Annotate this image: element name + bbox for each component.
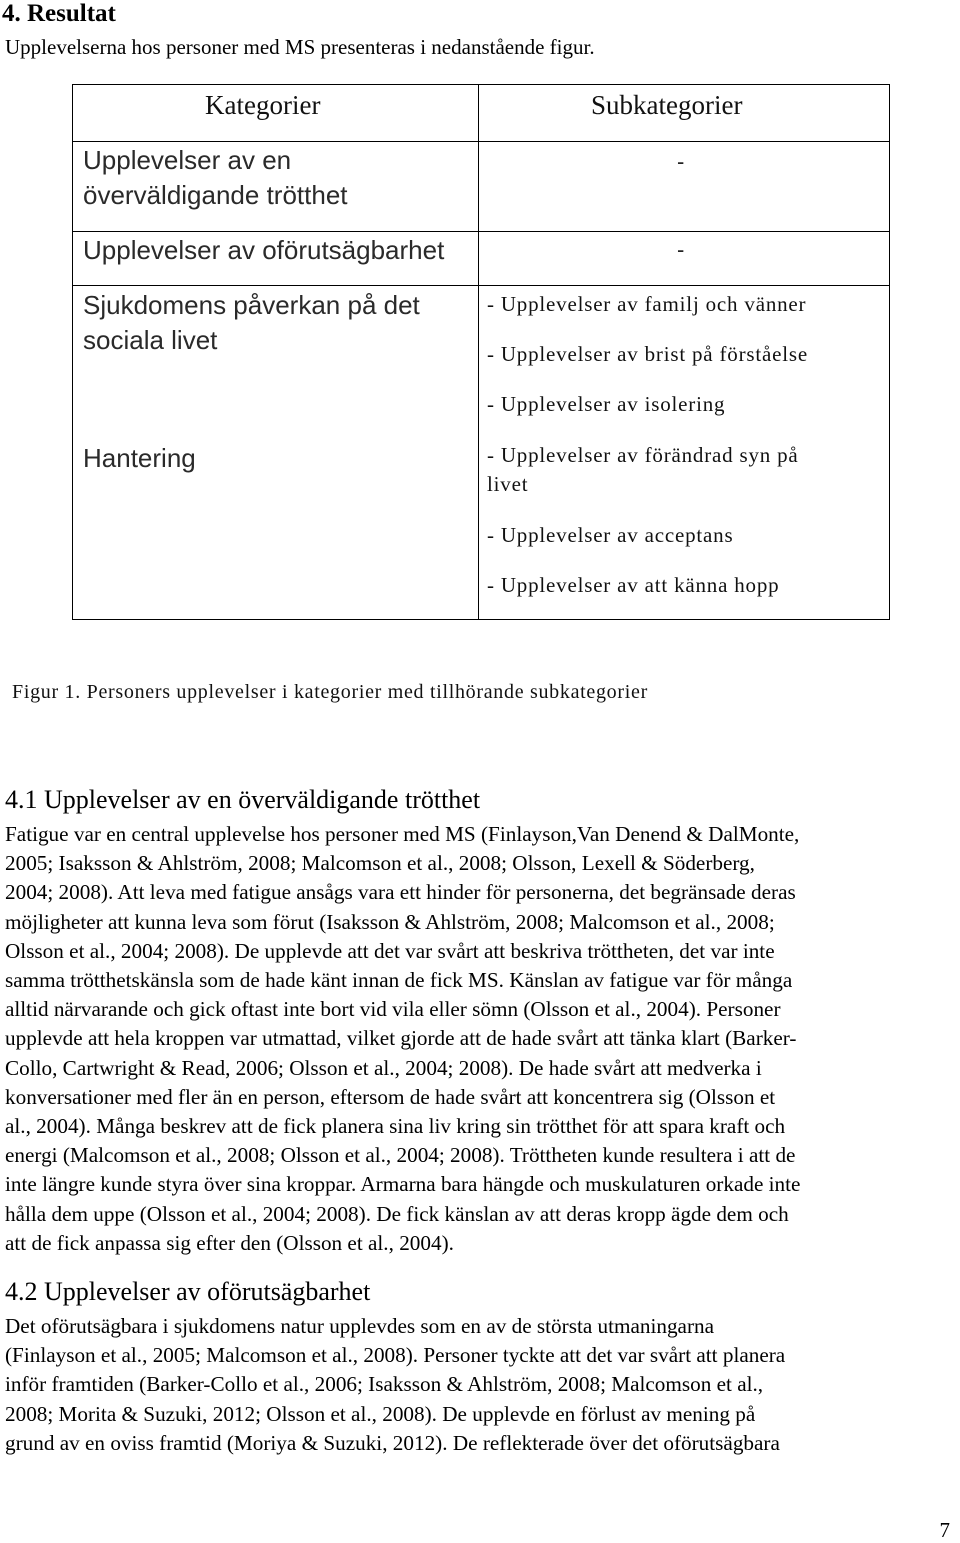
subsection-title: 4.1 Upplevelser av en överväldigande trötthet xyxy=(5,785,481,814)
subcategory-item: - Upplevelser av acceptans xyxy=(487,523,734,547)
subsection-title: 4.2 Upplevelser av oförutsägbarhet xyxy=(5,1277,371,1306)
row-divider xyxy=(73,285,478,286)
section-heading: 4. Resultat xyxy=(2,0,116,27)
category-unpredictability: Upplevelser av oförutsägbarhet xyxy=(83,235,445,265)
category-figure xyxy=(72,84,890,620)
row-divider xyxy=(73,231,889,232)
category-fatigue: Upplevelser av en överväldigande trötthet xyxy=(83,145,348,210)
header-subcategories: Subkategorier xyxy=(591,90,743,120)
row-divider xyxy=(73,141,889,142)
subcategory-item: - Upplevelser av att känna hopp xyxy=(487,573,780,597)
subcategory-item: - Upplevelser av familj och vänner xyxy=(487,292,807,316)
paragraph: Fatigue var en central upplevelse hos personer med MS (Finlayson,Van Denend & DalMonte, 2005; Isaksson & Ahlström, 2008; Malcomson et al., 2008; Olsson, Lexell & Söderberg, 2004; 2008). Att leva med fatigue ansågs vara ett hinder för personerna, det begränsade deras möjligheter att kunna leva som förut (Isaksson & Ahlström, 2008; Malcomson et al., 2008; Olsson et al., 2004; 2008). De upplevde att det var svårt att beskriva tröttheten, det var inte samma trötthetskänsla som de hade känt innan de fick MS. Känslan av fatigue var för många alltid närvarande och gick oftast inte bort vid vila eller sömn (Olsson et al., 2004). Personer upplevde att hela kroppen var utmattad, vilket gjorde att de hade svårt att tänka klart (Barker- Collo, Cartwright & Read, 2006; Olsson et al., 2004; 2008). De hade svårt att medverka i konversationer med fler än en person, eftersom de hade svårt att koncentrera sig (Olsson et al., 2004). Många beskrev att de fick planera sina liv kring sin trötthet för att spara kraft och energi (Malcomson et al., 2008; Olsson et al., 2004; 2008). Tröttheten kunde resultera i att de inte längre kunde styra över sina kroppar. Armarna bara hängde och muskulaturen orkade inte hålla dem uppe (Olsson et al., 2004; 2008). De fick känslan av att deras kropp ägde dem och att de fick anpassa sig efter den (Olsson et al., 2004). xyxy=(5,822,801,1255)
figure-caption: Figur 1. Personers upplevelser i kategorier med tillhörande subkategorier xyxy=(12,681,648,703)
subcategory-item: - Upplevelser av förändrad syn på livet xyxy=(487,443,799,496)
header-categories: Kategorier xyxy=(205,90,321,120)
subcategory-none: - xyxy=(677,149,685,174)
row-divider xyxy=(478,285,889,286)
category-social-life: Sjukdomens påverkan på det sociala livet xyxy=(83,290,420,355)
paragraph: Det oförutsägbara i sjukdomens natur upplevdes som en av de största utmaningarna (Finlayson et al., 2005; Malcomson et al., 2008). Personer tyckte att det var svårt att planera inför framtiden (Barker-Collo et al., 2006; Isaksson & Ahlström, 2008; Malcomson et al., 2008; Morita & Suzuki, 2012; Olsson et al., 2008). De upplevde en förlust av mening på grund av en oviss framtid (Moriya & Suzuki, 2012). De reflekterade över det oförutsägbara xyxy=(5,1314,786,1455)
column-divider xyxy=(478,85,479,619)
intro-text: Upplevelserna hos personer med MS presenteras i nedanstående figur. xyxy=(5,35,595,59)
category-coping: Hantering xyxy=(83,443,196,473)
subcategory-item: - Upplevelser av brist på förståelse xyxy=(487,342,808,366)
page-number: 7 xyxy=(939,1518,950,1542)
subcategory-none: - xyxy=(677,237,685,262)
subcategory-item: - Upplevelser av isolering xyxy=(487,392,726,416)
